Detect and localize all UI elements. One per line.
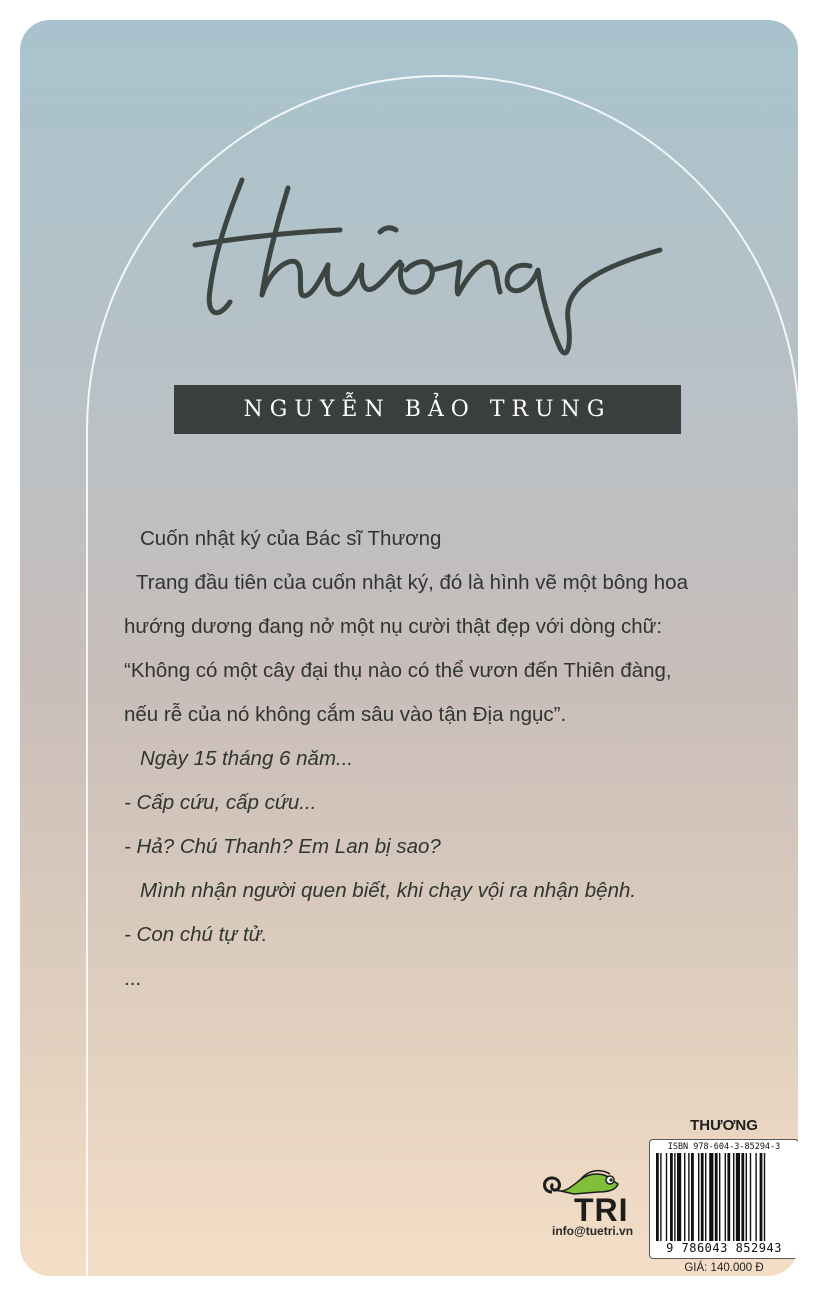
barcode-bar	[760, 1153, 763, 1241]
book-back-cover	[20, 20, 798, 1276]
barcode-bar	[733, 1153, 734, 1241]
barcode-bar	[709, 1153, 713, 1241]
barcode-bar	[750, 1153, 751, 1241]
barcode-book-title: THƯƠNG	[690, 1117, 758, 1134]
barcode-bar	[660, 1153, 661, 1241]
barcode-bar	[674, 1153, 675, 1241]
blurb-line: Trang đầu tiên của cuốn nhật ký, đó là hình vẽ một bông hoa	[136, 571, 688, 594]
isbn-text: ISBN 978-604-3-85294-3	[667, 1142, 781, 1152]
barcode-bar	[705, 1153, 706, 1241]
barcode-bar	[725, 1153, 726, 1241]
blurb-line: nếu rễ của nó không cắm sâu vào tận Địa ngục”.	[124, 703, 567, 726]
barcode-bar	[666, 1153, 667, 1241]
price-label: GIÁ: 140.000 Đ	[684, 1262, 764, 1274]
isbn-digits: 9 786043 852943	[666, 1241, 782, 1255]
blurb-line: Mình nhận người quen biết, khi chạy vội ra nhận bệnh.	[140, 879, 637, 902]
barcode-bar	[746, 1153, 747, 1241]
barcode-bar	[755, 1153, 756, 1241]
publisher-logo-text: TRI	[574, 1192, 629, 1228]
barcode-bar	[698, 1153, 699, 1241]
barcode-bar	[715, 1153, 718, 1241]
blurb-line: Cuốn nhật ký của Bác sĩ Thương	[140, 527, 442, 550]
author-name: NGUYỄN BẢO TRUNG	[174, 385, 681, 434]
barcode-bar	[727, 1153, 730, 1241]
barcode-bar	[701, 1153, 704, 1241]
blurb-line: - Con chú tự tử.	[124, 923, 268, 946]
blurb-line: Ngày 15 tháng 6 năm...	[140, 747, 354, 770]
barcode-bar	[736, 1153, 740, 1241]
barcode-bar	[670, 1153, 673, 1241]
title-script	[170, 170, 670, 370]
blurb-text	[124, 517, 744, 1001]
barcode-bar	[656, 1153, 659, 1241]
blurb-line: “Không có một cây đại thụ nào có thể vươn đến Thiên đàng,	[124, 659, 672, 682]
barcode-bar	[691, 1153, 694, 1241]
barcode-bars	[656, 1153, 792, 1241]
barcode-bar	[719, 1153, 720, 1241]
blurb-line: ...	[124, 967, 142, 990]
barcode-bar	[741, 1153, 744, 1241]
barcode-bar	[684, 1153, 685, 1241]
barcode-bar	[677, 1153, 681, 1241]
blurb-line: - Cấp cứu, cấp cứu...	[124, 791, 317, 814]
blurb-line: hướng dương đang nở một nụ cười thật đẹp với dòng chữ:	[124, 615, 663, 638]
publisher-email: info@tuetri.vn	[552, 1224, 634, 1238]
barcode-bar	[688, 1153, 689, 1241]
barcode-bar	[764, 1153, 765, 1241]
barcode	[649, 1139, 798, 1259]
blurb-line: - Hả? Chú Thanh? Em Lan bị sao?	[124, 835, 441, 858]
